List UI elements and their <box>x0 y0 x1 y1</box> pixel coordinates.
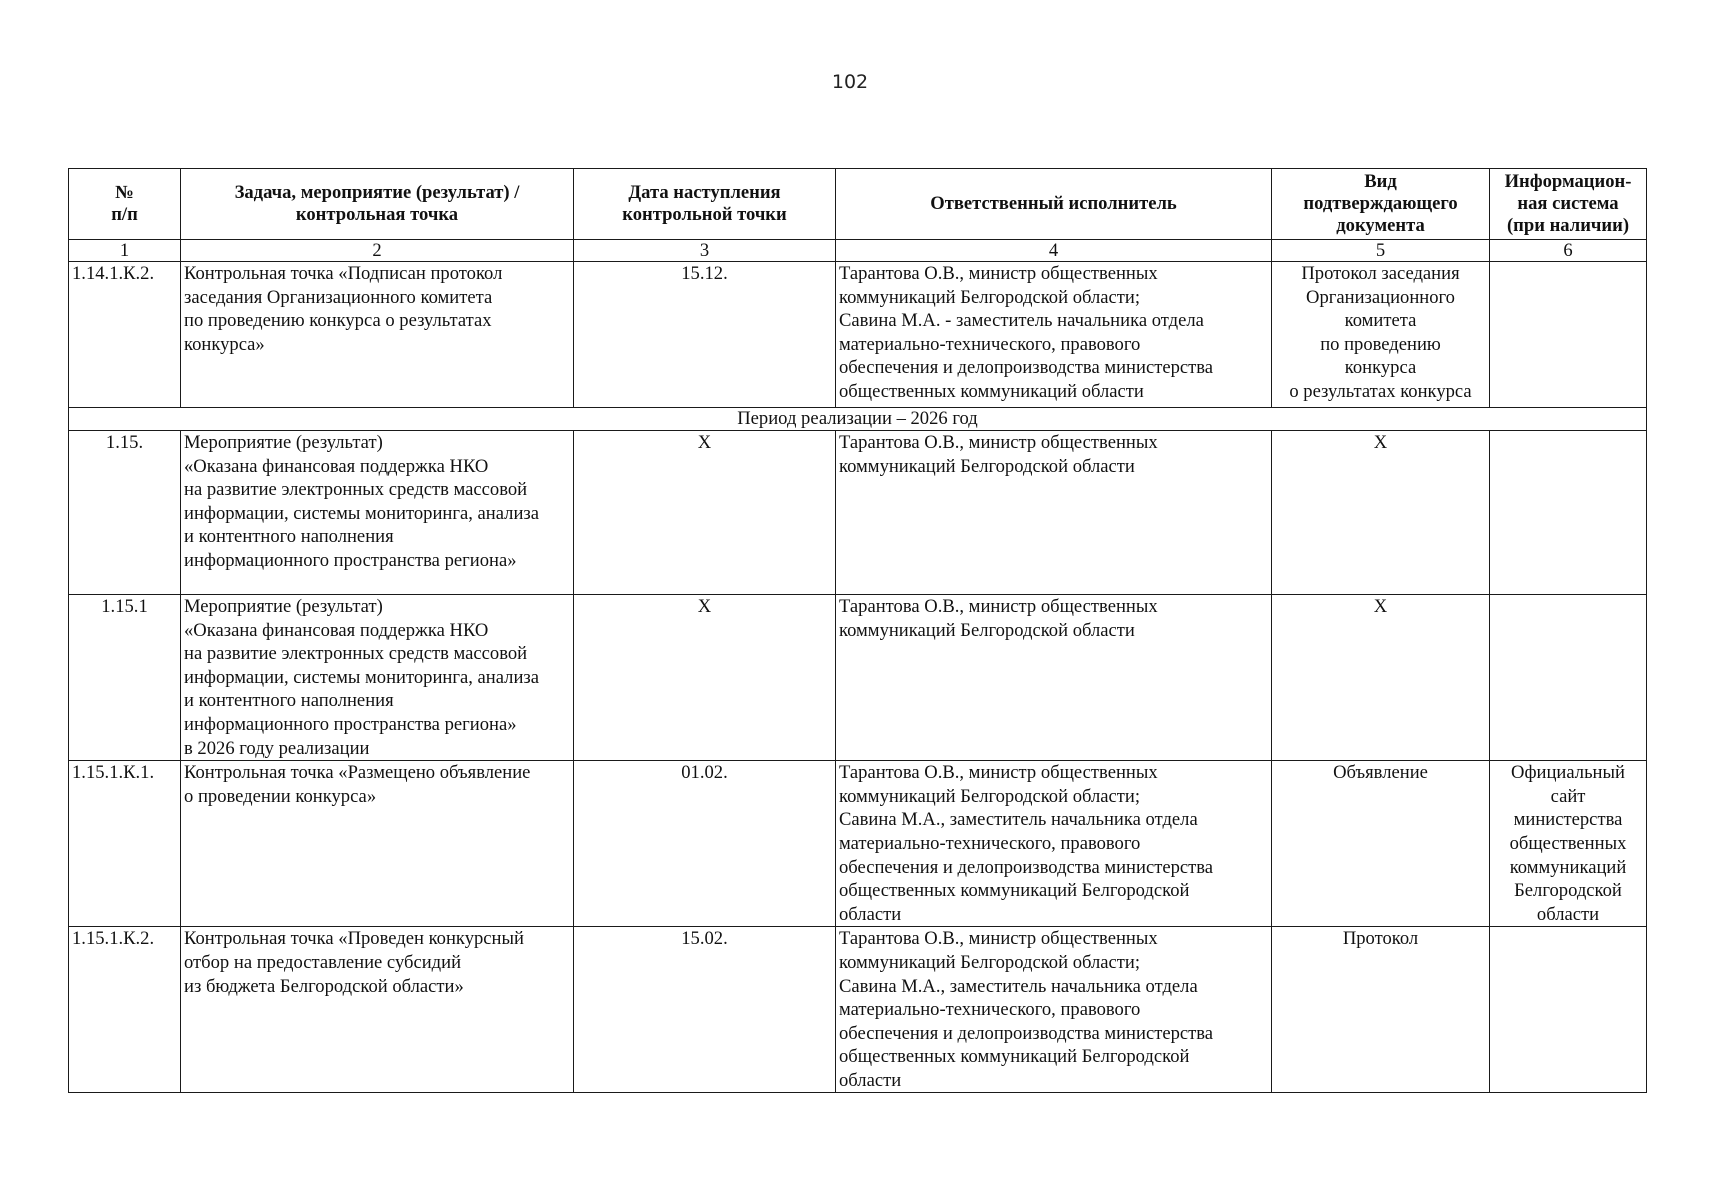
header-date: Дата наступления контрольной точки <box>574 169 836 240</box>
row-system: Официальный сайт министерства общественных коммуникаций Белгородской области <box>1490 761 1647 927</box>
column-number: 3 <box>574 240 836 262</box>
row-number: 1.15.1.К.1. <box>69 761 181 927</box>
period-row <box>69 408 1647 431</box>
row-executor: Тарантова О.В., министр общественных коммуникаций Белгородской области; Савина М.А., заместитель начальника отдела материально-технического, правового обеспечения и делопроизводства министерства общественных коммуникаций Белгородской области <box>836 927 1272 1093</box>
row-document: Протокол заседания Организационного комитета по проведению конкурса о результатах конкурса <box>1272 262 1490 408</box>
table-row <box>69 761 1647 927</box>
row-system <box>1490 595 1647 761</box>
row-document: Объявление <box>1272 761 1490 927</box>
table-row <box>69 262 1647 408</box>
row-number: 1.15.1.К.2. <box>69 927 181 1093</box>
row-executor: Тарантова О.В., министр общественных коммуникаций Белгородской области <box>836 431 1272 595</box>
period-label: Период реализации – 2026 год <box>69 408 1647 431</box>
row-number: 1.15.1 <box>69 595 181 761</box>
header-executor: Ответственный исполнитель <box>836 169 1272 240</box>
row-date: 15.12. <box>574 262 836 408</box>
row-date: Х <box>574 431 836 595</box>
column-number: 4 <box>836 240 1272 262</box>
header-num: № п/п <box>69 169 181 240</box>
page-number: 102 <box>831 71 869 93</box>
column-number: 5 <box>1272 240 1490 262</box>
column-number: 1 <box>69 240 181 262</box>
table-row <box>69 595 1647 761</box>
row-system <box>1490 927 1647 1093</box>
row-date: 15.02. <box>574 927 836 1093</box>
control-points-table <box>68 168 1647 1093</box>
row-executor: Тарантова О.В., министр общественных коммуникаций Белгородской области; Савина М.А. - заместитель начальника отдела материально-технического, правового обеспечения и делопроизводства министерства общественных коммуникаций области <box>836 262 1272 408</box>
table-row <box>69 431 1647 595</box>
row-date: 01.02. <box>574 761 836 927</box>
row-date: Х <box>574 595 836 761</box>
row-task: Мероприятие (результат) «Оказана финансовая поддержка НКО на развитие электронных средств массовой информации, системы мониторинга, анализа и контентного наполнения информационного пространства региона» <box>181 431 574 595</box>
row-task: Контрольная точка «Подписан протокол заседания Организационного комитета по проведению конкурса о результатах конкурса» <box>181 262 574 408</box>
row-document: Х <box>1272 431 1490 595</box>
header-system: Информацион- ная система (при наличии) <box>1490 169 1647 240</box>
column-number: 2 <box>181 240 574 262</box>
row-task: Мероприятие (результат) «Оказана финансовая поддержка НКО на развитие электронных средств массовой информации, системы мониторинга, анализа и контентного наполнения информационного пространства региона» в 2026 году реализации <box>181 595 574 761</box>
row-system <box>1490 262 1647 408</box>
row-task: Контрольная точка «Проведен конкурсный отбор на предоставление субсидий из бюджета Белгородской области» <box>181 927 574 1093</box>
header-task: Задача, мероприятие (результат) / контрольная точка <box>181 169 574 240</box>
header-row <box>69 169 1647 240</box>
row-document: Протокол <box>1272 927 1490 1093</box>
row-number: 1.15. <box>69 431 181 595</box>
column-number: 6 <box>1490 240 1647 262</box>
row-task: Контрольная точка «Размещено объявление о проведении конкурса» <box>181 761 574 927</box>
row-executor: Тарантова О.В., министр общественных коммуникаций Белгородской области <box>836 595 1272 761</box>
row-number: 1.14.1.К.2. <box>69 262 181 408</box>
header-document: Вид подтверждающего документа <box>1272 169 1490 240</box>
table-row <box>69 927 1647 1093</box>
row-executor: Тарантова О.В., министр общественных коммуникаций Белгородской области; Савина М.А., заместитель начальника отдела материально-технического, правового обеспечения и делопроизводства министерства общественных коммуникаций Белгородской области <box>836 761 1272 927</box>
column-number-row <box>69 240 1647 262</box>
row-document: Х <box>1272 595 1490 761</box>
row-system <box>1490 431 1647 595</box>
